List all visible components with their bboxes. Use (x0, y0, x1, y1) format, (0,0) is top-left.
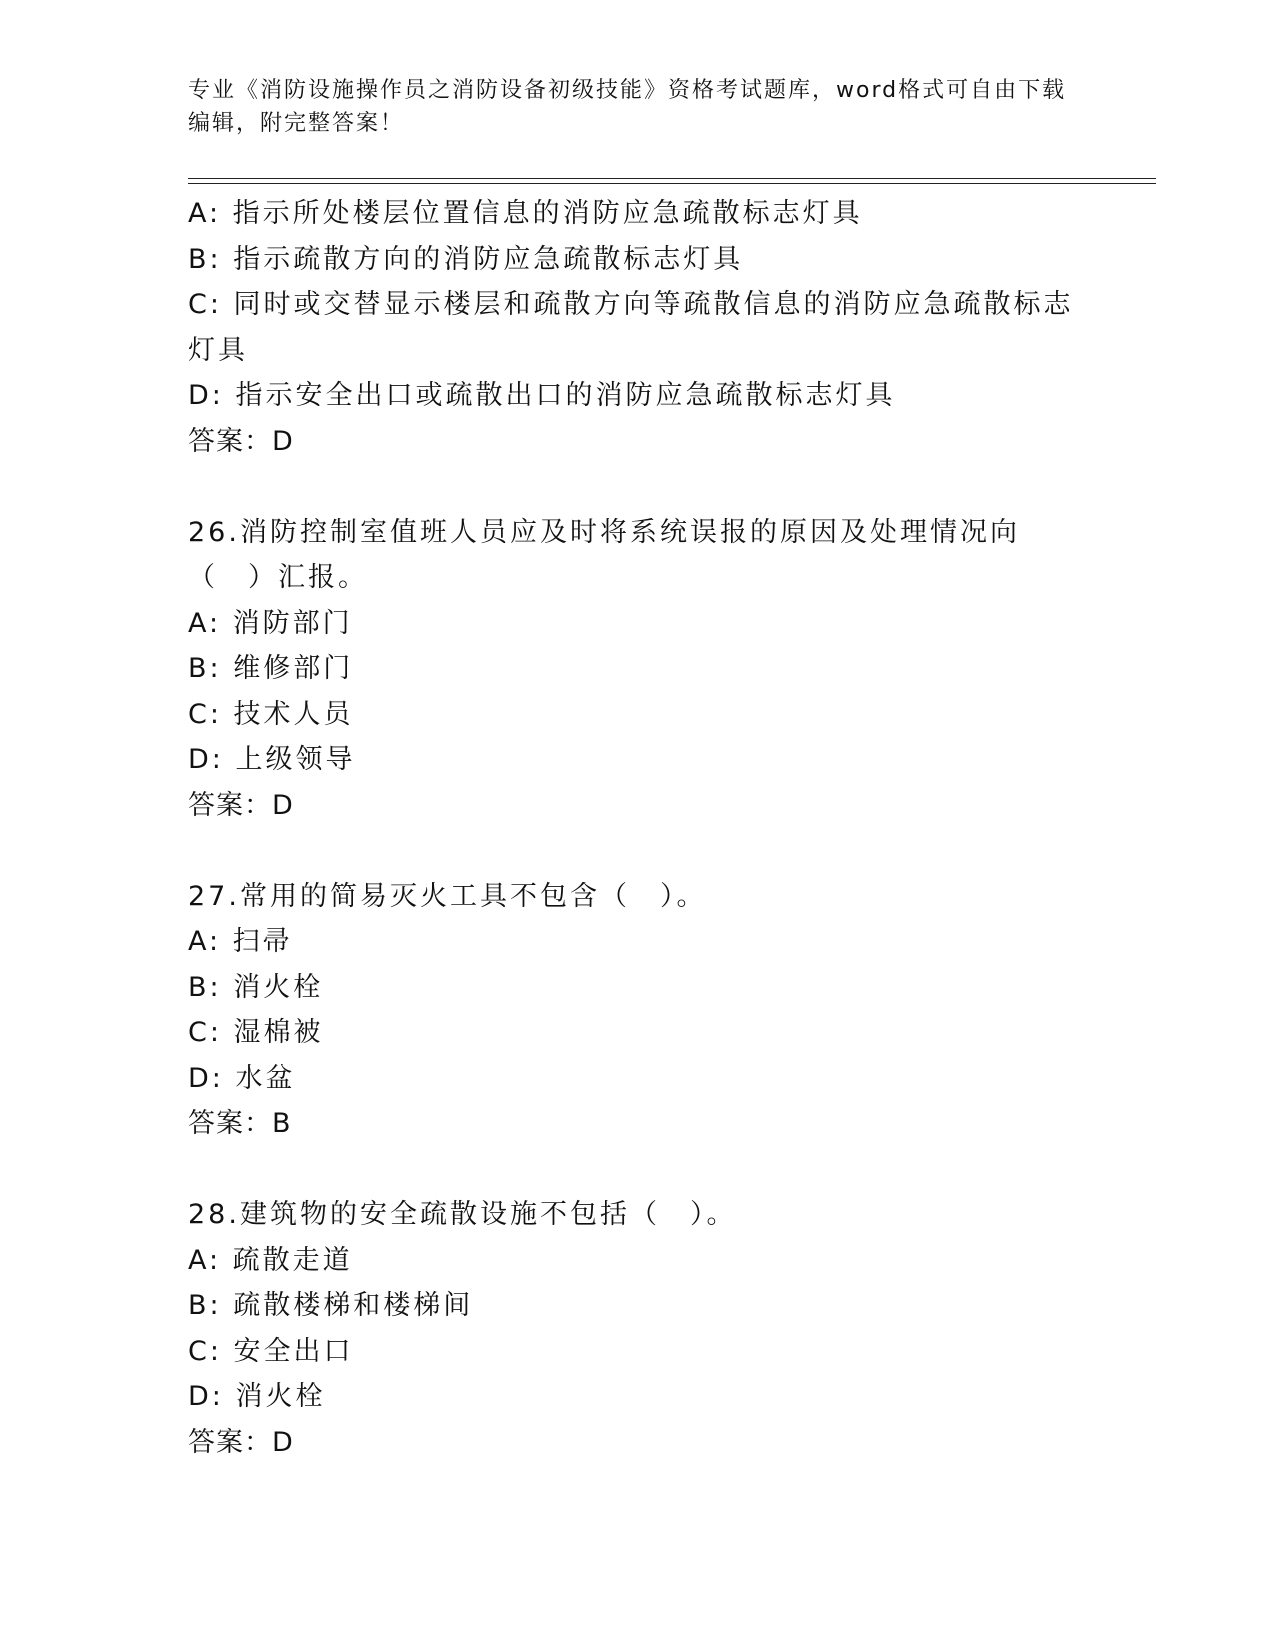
option-c: C: 技术人员 (188, 698, 354, 730)
option-b: B: 消火栓 (188, 971, 324, 1003)
answer-line: 答案：D (188, 425, 294, 457)
option-b: B: 指示疏散方向的消防应急疏散标志灯具 (188, 243, 744, 275)
option-d: D: 水盆 (188, 1062, 296, 1094)
document-body (188, 191, 1088, 1465)
spacer (188, 464, 1088, 510)
option-c: C: 同时或交替显示楼层和疏散方向等疏散信息的消防应急疏散标志灯具 (188, 289, 1074, 366)
spacer (188, 1147, 1088, 1193)
question-stem: 26.消防控制室值班人员应及时将系统误报的原因及处理情况向（ ）汇报。 (188, 516, 1020, 593)
answer-line: 答案：D (188, 1426, 294, 1458)
option-a: A: 扫帚 (188, 926, 293, 957)
option-d: D: 上级领导 (188, 744, 356, 775)
question-block-28 (188, 1192, 1088, 1465)
option-a: A: 指示所处楼层位置信息的消防应急疏散标志灯具 (188, 198, 863, 229)
question-block-prev (188, 191, 1088, 464)
option-a: A: 疏散走道 (188, 1244, 353, 1276)
option-c: C: 湿棉被 (188, 1017, 324, 1048)
question-stem: 28.建筑物的安全疏散设施不包括（ ）。 (188, 1199, 737, 1230)
option-c: C: 安全出口 (188, 1335, 354, 1367)
question-block-26 (188, 510, 1088, 829)
option-d: D: 指示安全出口或疏散出口的消防应急疏散标志灯具 (188, 380, 896, 411)
option-d: D: 消火栓 (188, 1381, 326, 1412)
answer-line: 答案：B (188, 1108, 292, 1139)
question-block-27 (188, 874, 1088, 1147)
answer-line: 答案：D (188, 789, 294, 821)
question-stem: 27.常用的简易灭火工具不包含（ ）。 (188, 880, 707, 912)
header-divider-top (188, 178, 1156, 179)
option-a: A: 消防部门 (188, 607, 353, 639)
option-b: B: 疏散楼梯和楼梯间 (188, 1290, 474, 1321)
document-header: 专业《消防设施操作员之消防设备初级技能》资格考试题库，word格式可自由下载编辑，附完整答案！ (188, 78, 1067, 136)
spacer (188, 828, 1088, 874)
header-divider-bottom (188, 183, 1156, 184)
option-b: B: 维修部门 (188, 653, 354, 684)
